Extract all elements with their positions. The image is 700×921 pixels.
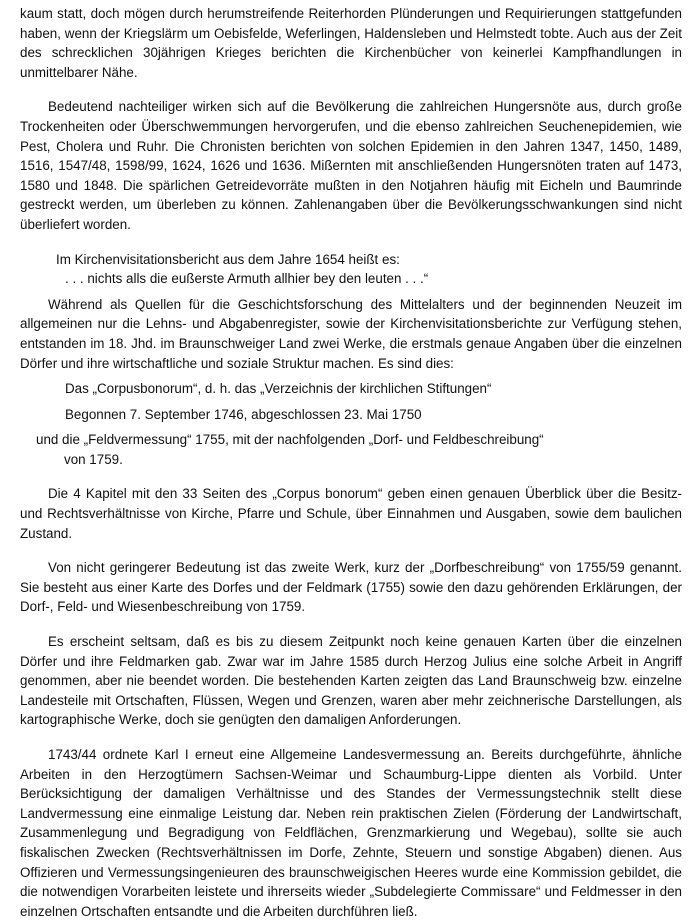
- paragraph-visitation-intro: Im Kirchenvisitationsbericht aus dem Jahre 1654 heißt es:: [56, 251, 400, 267]
- paragraph-land-survey: 1743/44 ordnete Karl I erneut eine Allgemeine Landesvermessung an. Bereits durchgeführte, ähnliche Arbeiten in den Herzogtümern Sachsen-Weimar und Schaumburg-Lippe dienten als Vorbild. Unter Berücksichtigung der damaligen Verhältnisse und des Standes der Vermessungstechnik stellt diese Landvermessung eine einmalige Leistung dar. Neben rein praktischen Zielen (Förderung der Landwirtschaft, Zusammenlegung und Begradigung von Feldflächen, Grenzmarkierung und Wegebau), sollte sie auch fiskalischen Zwecken (Rechtsverhältnissen im Dorfe, Zehnte, Steuern und sonstige Abgaben) dienen. Aus Offizieren und Vermessungsingenieuren des braunschweigischen Heeres wurde eine Kommission gebildet, die die notwendigen Vorarbeiten leistete und ihrerseits wieder „Subdelegierte Commissare“ und Feldmesser in den einzelnen Ortschaften entsandte und die Arbeiten durchführen ließ.: [20, 747, 682, 919]
- paragraph-dorfbeschreibung: Von nicht geringerer Bedeutung ist das zweite Werk, kurz der „Dorfbeschreibung“ von 1755/59 genannt. Sie besteht aus einer Karte des Dorfes und der Feldmark (1755) sowie den dazu gehörenden Erklärungen, der Dorf-, Feld- und Wiesenbeschreibung von 1759.: [20, 560, 682, 615]
- paragraph-war-history: kaum statt, doch mögen durch herumstreifende Reiterhorden Plünderungen und Requirierungen stattgefunden haben, wenn der Kriegslärm um Oebisfelde, Weferlingen, Haldensleben und Helmstedt tobte. Auch aus der Zeit des schrecklichen 30jährigen Krieges berichten die Kirchenbücher von keinerlei Kampfhandlungen in unmittelbarer Nähe.: [20, 6, 682, 80]
- paragraph-visitation-quote: . . . nichts alls die eußerste Armuth allhier bey den leuten . . .“: [65, 271, 429, 287]
- feldvermessung-year: von 1759.: [64, 451, 123, 467]
- paragraph-maps: Es erscheint seltsam, daß es bis zu diesem Zeitpunkt noch keine genauen Karten über die einzelnen Dörfer und ihre Feldmarken gab. Zwar war im Jahre 1585 durch Herzog Julius eine solche Arbeit in Angriff genommen, aber nie beendet worden. Die bestehenden Karten zeigten das Land Braunschweig bzw. einzelne Landesteile mit Ortschaften, Flüssen, Wegen und Grenzen, waren aber mehr zeichnerische Darstellungen, als kartographische Werke, doch sie genügten den damaligen Anforderungen.: [20, 634, 682, 728]
- paragraph-famine-epidemics: Bedeutend nachteiliger wirken sich auf die Bevölkerung die zahlreichen Hungersnöte aus, durch große Trockenheiten oder Überschwemmungen hervorgerufen, und die ebenso zahlreichen Seuchenepidemien, wie Pest, Cholera und Ruhr. Die Chronisten berichten von solchen Epidemien in den Jahren 1347, 1450, 1489, 1516, 1547/48, 1598/99, 1624, 1626 und 1636. Mißernten mit anschließenden Hungersnöten traten auf 1473, 1580 und 1848. Die spärlichen Getreidevorräte mußten in den Notjahren häufig mit Eicheln und Baumrinde gestreckt werden, um überleben zu können. Zahlenangaben über die Bevölkerungsschwankungen sind nicht überliefert worden.: [20, 99, 682, 232]
- feldvermessung-line: und die „Feldvermessung“ 1755, mit der nachfolgenden „Dorf- und Feldbeschreibung“: [36, 432, 544, 448]
- paragraph-sources: Während als Quellen für die Geschichtsforschung des Mittelalters und der beginnenden Neuzeit im allgemeinen nur die Lehns- und Abgabenregister, sowie der Kirchenvisitationsberichte zur Verfügung stehen, entstanden im 18. Jhd. im Braunschweiger Land zwei Werke, die erstmals genaue Angaben über die einzelnen Dörfer und ihre wirtschaftliche und soziale Struktur machen. Es sind dies:: [20, 296, 682, 371]
- corpus-bonorum-dates: Begonnen 7. September 1746, abgeschlossen 23. Mai 1750: [65, 406, 422, 422]
- corpus-bonorum-line: Das „Corpusbonorum“, d. h. das „Verzeichnis der kirchlichen Stiftungen“: [65, 381, 492, 397]
- paragraph-corpus-chapters: Die 4 Kapitel mit den 33 Seiten des „Corpus bonorum“ geben einen genauen Überblick über die Besitz- und Rechtsverhältnisse von Kirche, Pfarre und Schule, über Einnahmen und Ausgaben, sowie dem baulichen Zustand.: [20, 486, 682, 541]
